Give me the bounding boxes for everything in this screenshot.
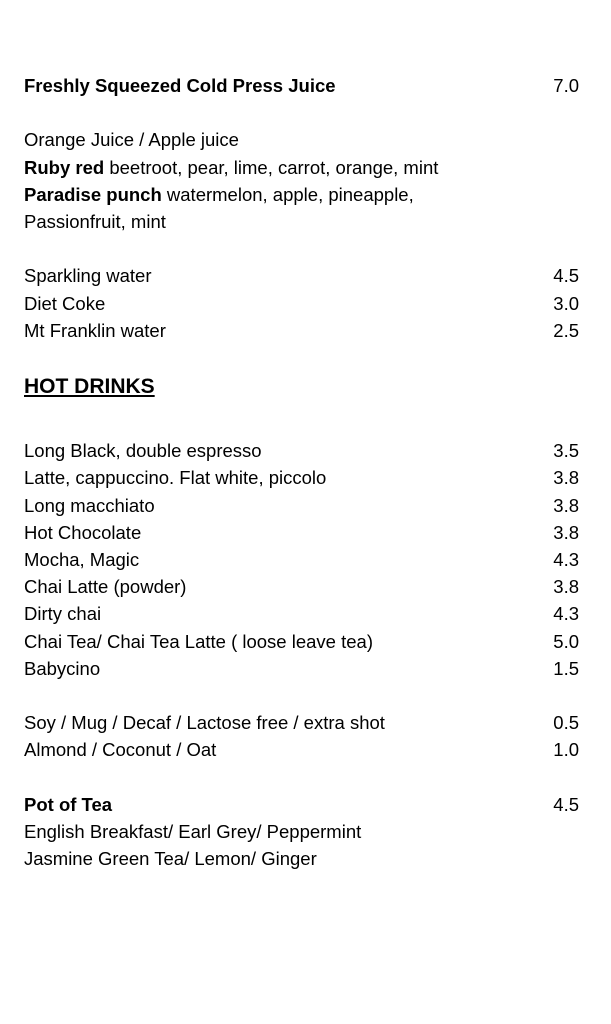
juice-ruby-desc: beetroot, pear, lime, carrot, orange, mint [104,156,439,178]
juice-ruby-name: Ruby red [24,156,105,178]
juice-ruby [24,154,438,181]
juice-paradise-name: Paradise punch [24,183,162,205]
hot-drink-name: Latte, cappuccino. Flat white, piccolo [24,467,327,489]
hot-drink-row [24,628,579,655]
hot-drink-name: Long macchiato [24,494,155,516]
hot-drink-name: Babycino [24,657,101,679]
spacer [24,410,579,437]
juice-plain: Orange Juice / Apple juice [24,129,239,151]
extra-row [24,709,579,736]
hot-drink-name: Dirty chai [24,603,102,625]
tea-price: 4.5 [553,793,579,815]
hot-drink-price: 3.8 [553,521,579,543]
cold-drink-price: 3.0 [553,292,579,314]
hot-drink-price: 4.3 [553,603,579,625]
tea-title: Pot of Tea [24,793,113,815]
tea-varieties-row [24,845,579,872]
extra-price: 1.0 [553,739,579,761]
juice-paradise-row [24,181,579,208]
hot-drink-row [24,655,579,682]
hot-drinks-heading: HOT DRINKS [24,375,155,399]
cold-drink-name: Diet Coke [24,292,106,314]
cold-drink-row [24,290,579,317]
cold-drink-name: Mt Franklin water [24,319,166,341]
extra-name: Almond / Coconut / Oat [24,739,217,761]
spacer [24,99,579,126]
spacer [24,682,579,709]
cold-drink-name: Sparkling water [24,265,152,287]
tea-title-row [24,791,579,818]
juice-plain-row [24,126,579,153]
extra-row [24,736,579,763]
tea-varieties-line2: Jasmine Green Tea/ Lemon/ Ginger [24,848,317,870]
cold-drink-price: 2.5 [553,319,579,341]
menu-page [24,72,579,872]
spacer [24,764,579,791]
hot-drink-price: 3.8 [553,576,579,598]
hot-drink-name: Hot Chocolate [24,521,142,543]
hot-drink-row [24,464,579,491]
juice-paradise [24,181,414,208]
hot-drink-price: 1.5 [553,657,579,679]
extra-name: Soy / Mug / Decaf / Lactose free / extra shot [24,712,385,734]
tea-varieties-row [24,818,579,845]
extra-price: 0.5 [553,712,579,734]
hot-drink-row [24,519,579,546]
juice-paradise-cont: Passionfruit, mint [24,210,166,232]
hot-drink-price: 3.8 [553,494,579,516]
hot-drink-name: Chai Latte (powder) [24,576,187,598]
hot-drink-price: 4.3 [553,549,579,570]
juice-price: 7.0 [553,75,579,96]
juice-paradise-desc: watermelon, apple, pineapple, [161,183,414,205]
hot-drink-name: Chai Tea/ Chai Tea Latte ( loose leave tea) [24,630,373,652]
juice-ruby-row [24,154,579,181]
spacer [24,235,579,262]
hot-drink-row [24,546,579,573]
cold-drink-price: 4.5 [553,265,579,287]
tea-varieties-line1: English Breakfast/ Earl Grey/ Peppermint [24,820,362,842]
cold-drink-row [24,317,579,344]
hot-drink-price: 5.0 [553,630,579,652]
hot-drink-row [24,600,579,627]
juice-paradise-cont-row [24,208,579,235]
cold-drink-row [24,262,579,289]
hot-drink-name: Mocha, Magic [24,549,140,570]
juice-title-row [24,72,579,99]
juice-title: Freshly Squeezed Cold Press Juice [24,75,336,96]
hot-drink-name: Long Black, double espresso [24,440,262,462]
hot-drink-row [24,573,579,600]
hot-drink-price: 3.8 [553,467,579,489]
hot-drink-row [24,437,579,464]
hot-drink-row [24,492,579,519]
hot-drink-price: 3.5 [553,440,579,462]
